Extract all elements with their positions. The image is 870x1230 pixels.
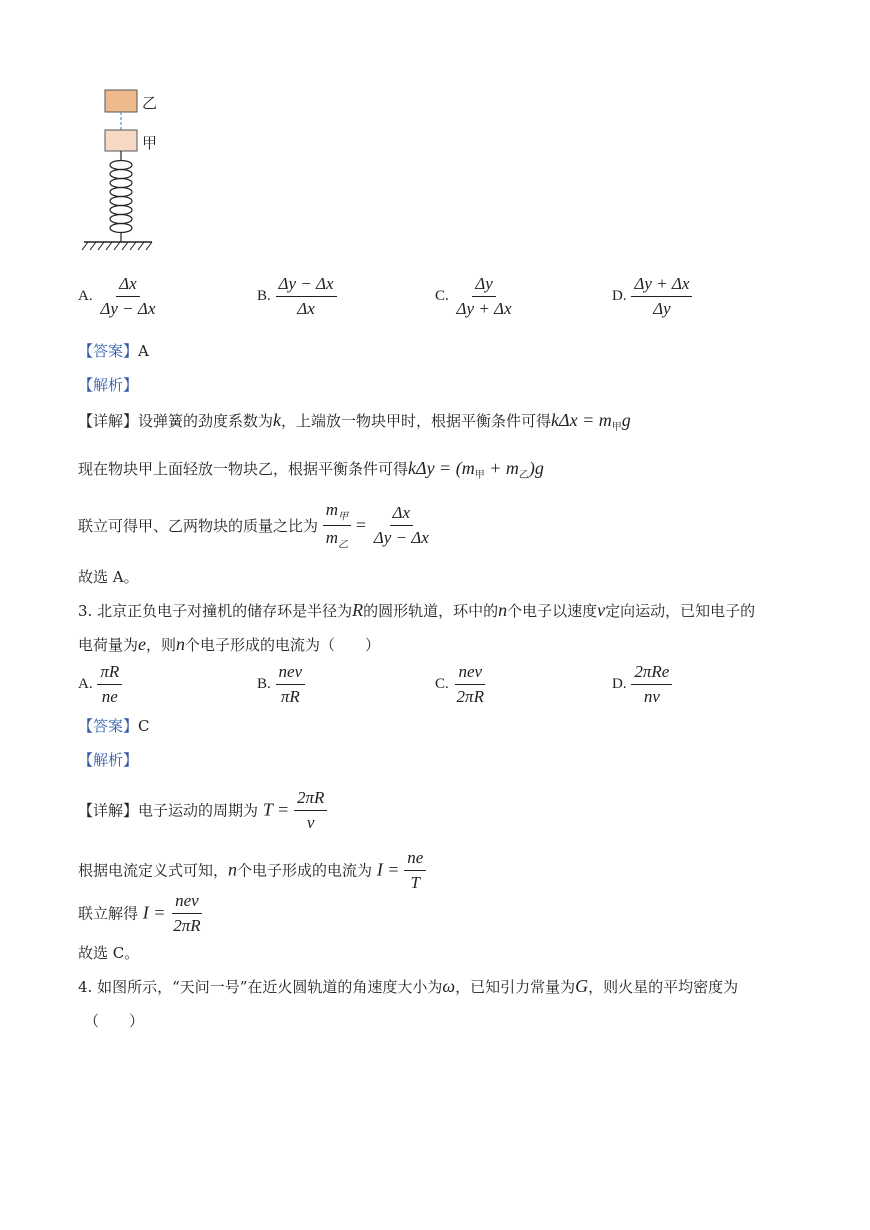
q3-stem-line1: 3. 北京正负电子对撞机的储存环是半径为R的圆形轨道，环中的n个电子以速度v定向运动，已知电子的 [78, 600, 756, 620]
q3-detail-line1: 【详解】电子运动的周期为 T = $\frac{2\pi R}{v}$ [78, 788, 327, 832]
option-label: B. [257, 676, 271, 693]
option-label: A. [78, 676, 93, 693]
q2-option-c [435, 274, 515, 318]
q3-option-b [257, 662, 305, 706]
option-fraction: $\frac{\text{2πRe}}{nv}$ [631, 662, 672, 706]
detail-tag: 【详解】 [78, 412, 139, 430]
q3-answer [78, 715, 150, 736]
q2-conclusion: 故选 A。 [78, 568, 139, 586]
q4-stem-line2: （ ） [84, 1012, 145, 1030]
q2-option-a [78, 274, 158, 318]
option-label: C. [435, 288, 449, 305]
q2-option-d [612, 274, 692, 318]
q2-option-b [257, 274, 337, 318]
answer-value: A [138, 342, 149, 360]
block-yi [105, 90, 137, 112]
q3-option-c [435, 662, 487, 706]
delta-ratio-fraction: $\frac{\Delta x}{\Delta y - \Delta x}$ [373, 503, 429, 547]
spring-block-figure [80, 86, 180, 256]
current-def-fraction: $\frac{ne}{T}$ [404, 848, 426, 892]
option-label: D. [612, 676, 627, 693]
option-label: C. [435, 676, 449, 693]
q3-detail-line2: 根据电流定义式可知，n个电子形成的电流为 I = $\frac{ne}{T}$ [78, 848, 426, 892]
option-fraction: $\frac{\Delta y + \Delta x}{\Delta y}$ [631, 274, 692, 318]
q4-stem-line1: 4. 如图所示，“天问一号”在近火圆轨道的角速度大小为ω，已知引力常量为G，则火星的平均密度为 [78, 976, 739, 996]
answer-tag: 【答案】 [78, 342, 139, 360]
ground [82, 242, 152, 250]
current-result-fraction: $\frac{\text{nev}}{2\pi R}$ [173, 891, 201, 935]
q3-analysis-tag: 【解析】 [78, 751, 139, 769]
option-fraction: $\frac{\text{nev}}{2\pi R}$ [456, 662, 484, 706]
q3-detail-line3: 联立解得 I = $\frac{\text{nev}}{2\pi R}$ [78, 891, 204, 935]
option-fraction: $\frac{\text{nev}}{\pi R}$ [276, 662, 306, 706]
q3-conclusion: 故选 C。 [78, 944, 140, 962]
q2-answer [78, 340, 149, 361]
answer-tag: 【答案】 [78, 717, 139, 735]
period-fraction: $\frac{2\pi R}{v}$ [294, 788, 327, 832]
block-jia-label: 甲 [142, 134, 158, 152]
q2-detail-line2: 现在物块甲上面轻放一物块乙，根据平衡条件可得$k\Delta y = (m_甲 + m_乙)g$ [78, 458, 544, 481]
option-fraction: $\frac{\Delta y}{\Delta y + \Delta x}$ [456, 274, 512, 318]
detail-tag: 【详解】 [78, 801, 139, 820]
mass-ratio-fraction: $\frac{m_甲}{m_乙}$ [323, 500, 351, 551]
q2-detail-line1: 【详解】设弹簧的劲度系数为k，上端放一物块甲时，根据平衡条件可得$k\Delta x = m_甲g$ [78, 410, 631, 433]
option-label: D. [612, 288, 627, 305]
block-jia [105, 130, 137, 151]
option-fraction: $\frac{\pi R}{ne}$ [97, 662, 122, 706]
q3-option-a [78, 662, 122, 706]
q2-detail-line3: 联立可得甲、乙两物块的质量之比为 $\frac{m_甲}{m_乙}$ = $\frac{\Delta x}{\Delta y - \Delta x}$ [78, 500, 432, 551]
q2-analysis-tag: 【解析】 [78, 376, 139, 394]
q3-stem-line2: 电荷量为e，则n个电子形成的电流为（ ） [78, 634, 381, 654]
answer-value: C [138, 717, 150, 735]
block-yi-label: 乙 [142, 94, 158, 112]
option-label: B. [257, 288, 271, 305]
q3-option-d [612, 662, 672, 706]
option-fraction: $\frac{\Delta y - \Delta x}{\Delta x}$ [276, 274, 337, 318]
option-fraction: $\frac{\Delta x}{\Delta y - \Delta x}$ [100, 274, 156, 318]
option-label: A. [78, 288, 93, 305]
spring [110, 151, 132, 242]
